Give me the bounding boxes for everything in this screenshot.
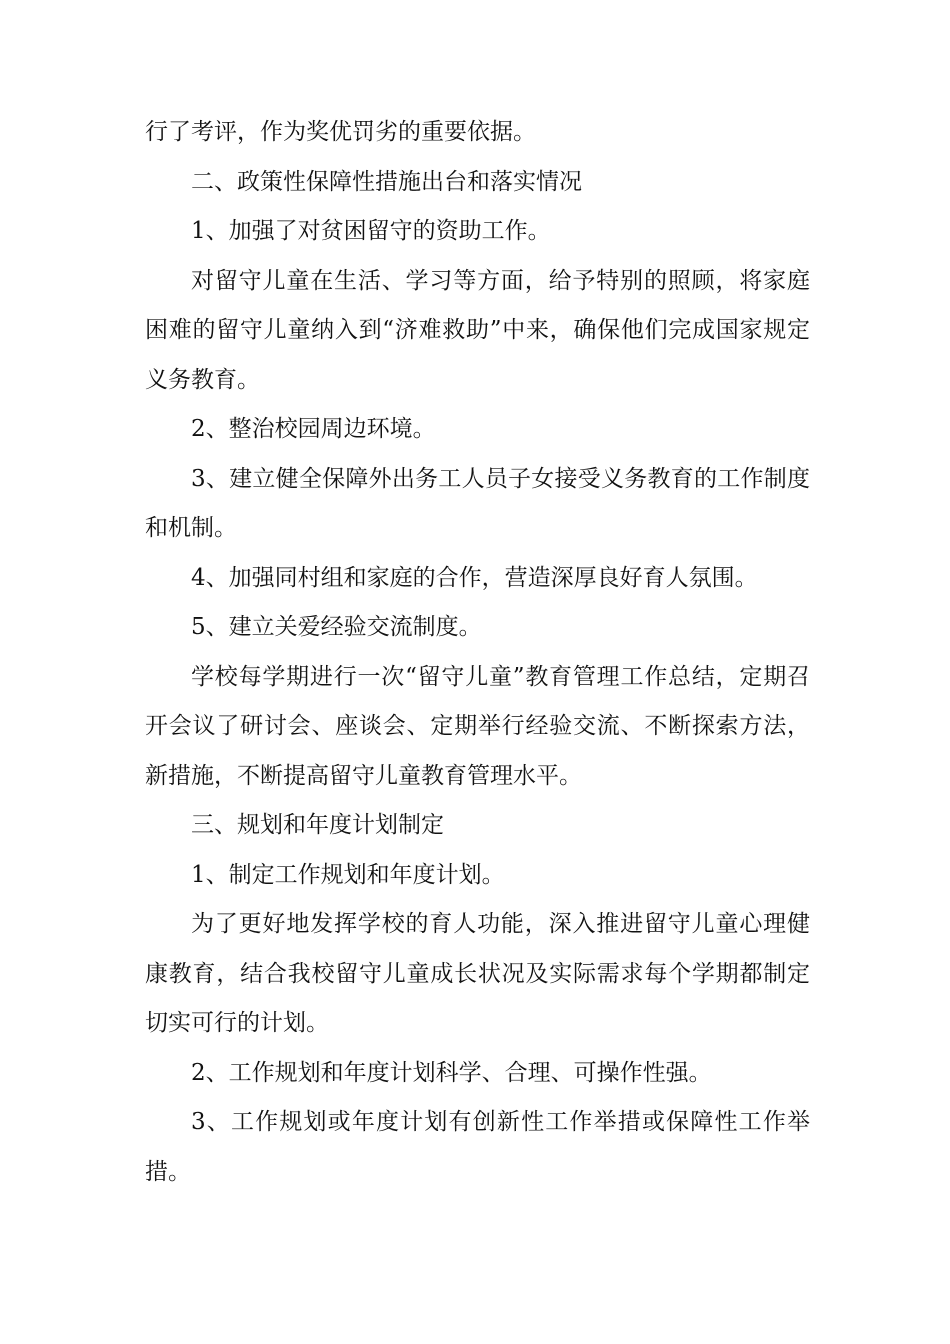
item-heading: 3、建立健全保障外出务工人员子女接受义务教育的工作制度和机制。 [145, 465, 810, 541]
section-heading-3: 三、规划和年度计划制定 [191, 812, 444, 838]
paragraph-body: 对留守儿童在生活、学习等方面，给予特别的照顾，将家庭困难的留守儿童纳入到“济难救助”中来，确保他们完成国家规定义务教育。 [145, 267, 810, 393]
item-heading: 1、制定工作规划和年度计划。 [191, 861, 505, 888]
item-heading: 5、建立关爱经验交流制度。 [191, 614, 482, 640]
item-heading: 4、加强同村组和家庭的合作，营造深厚良好育人氛围。 [191, 564, 758, 591]
section-heading-2: 二、政策性保障性措施出台和落实情况 [191, 168, 582, 195]
paragraph-1: 行了考评，作为奖优罚劣的重要依据。 [145, 119, 536, 145]
document-body [145, 108, 810, 1197]
paragraph-body: 为了更好地发挥学校的育人功能，深入推进留守儿童心理健康教育，结合我校留守儿童成长状况及实际需求每个学期都制定切实可行的计划。 [145, 911, 810, 1036]
item-heading: 2、整治校园周边环境。 [191, 416, 436, 442]
paragraph-body: 学校每学期进行一次“留守儿童”教育管理工作总结，定期召开会议了研讨会、座谈会、定期举行经验交流、不断探索方法，新措施，不断提高留守儿童教育管理水平。 [145, 663, 810, 789]
item-heading: 2、工作规划和年度计划科学、合理、可操作性强。 [191, 1059, 712, 1086]
item-heading: 1、加强了对贫困留守的资助工作。 [191, 218, 551, 244]
item-heading: 3、工作规划或年度计划有创新性工作举措或保障性工作举措。 [145, 1109, 810, 1185]
